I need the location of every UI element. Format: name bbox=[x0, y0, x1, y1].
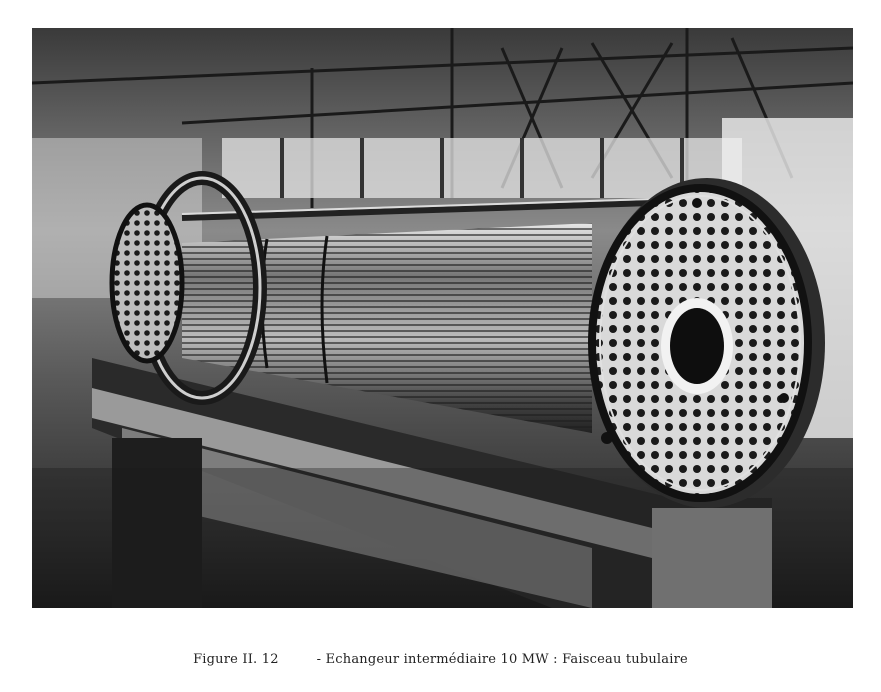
heat-exchanger-photo-icon bbox=[32, 28, 853, 608]
figure-caption bbox=[0, 652, 881, 667]
figure-caption-text: - Echangeur intermédiaire 10 MW : Faisceau tubulaire bbox=[316, 652, 688, 667]
figure-photo bbox=[32, 28, 853, 608]
figure-label: Figure II. 12 bbox=[193, 652, 279, 667]
